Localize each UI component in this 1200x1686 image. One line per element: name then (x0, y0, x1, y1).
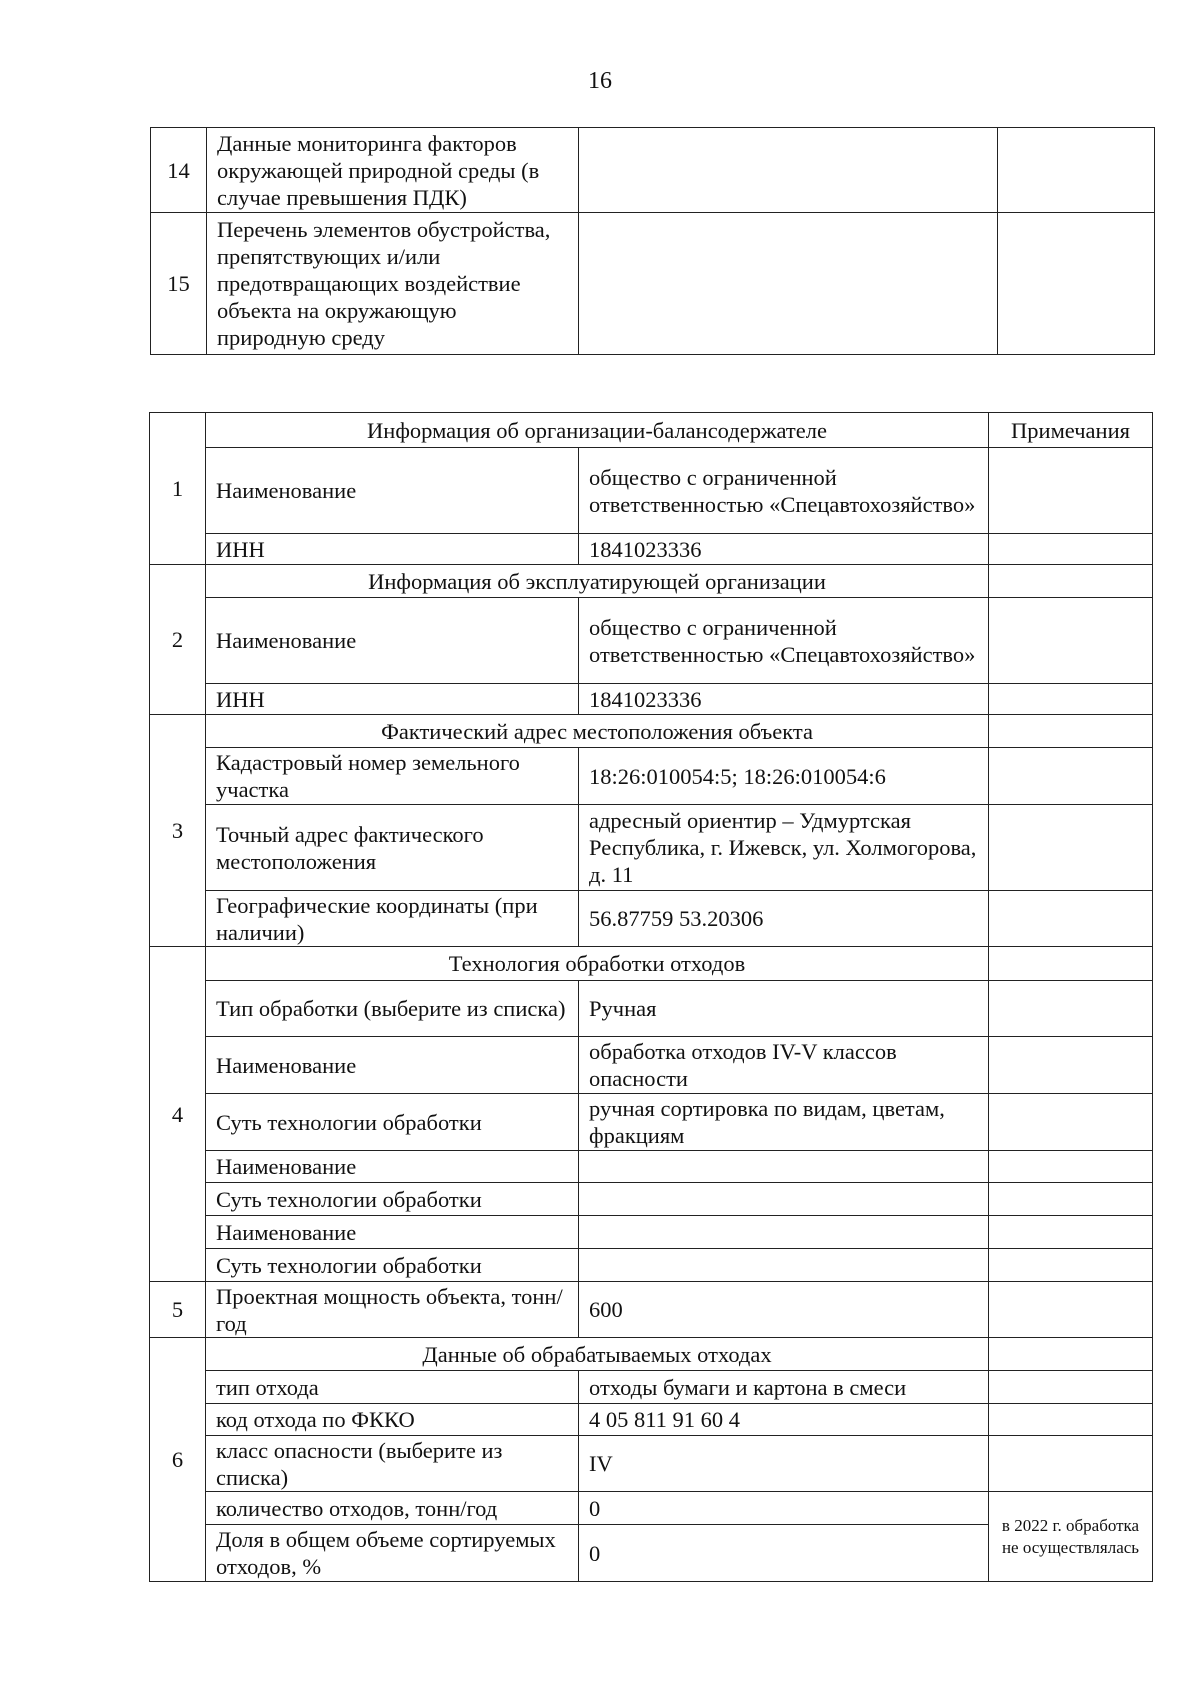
field-value: отходы бумаги и картона в смеси (579, 1371, 989, 1404)
section-number: 3 (150, 715, 206, 947)
table-row (150, 981, 1153, 1037)
note-cell (989, 805, 1153, 891)
note-cell (989, 715, 1153, 748)
note-cell (989, 1404, 1153, 1436)
table-row (150, 1436, 1153, 1492)
field-label: Точный адрес фактического местоположения (206, 805, 579, 891)
row-note (998, 128, 1155, 213)
note-cell (989, 1037, 1153, 1094)
field-label: Географические координаты (при наличии) (206, 891, 579, 947)
field-label: Наименование (206, 1037, 579, 1094)
field-label: Наименование (206, 1151, 579, 1183)
field-value: 56.87759 53.20306 (579, 891, 989, 947)
field-value: общество с ограниченной ответственностью «Спецавтохозяйство» (579, 448, 989, 534)
note-cell (989, 534, 1153, 565)
field-value: общество с ограниченной ответственностью «Спецавтохозяйство» (579, 598, 989, 684)
field-label: Наименование (206, 598, 579, 684)
table-row (150, 1492, 1153, 1525)
row-label: Перечень элементов обустройства, препятствующих и/или предотвращающих воздействие объекта на окружающую природную среду (207, 213, 579, 355)
field-label: код отхода по ФККО (206, 1404, 579, 1436)
section-number: 4 (150, 947, 206, 1282)
field-label: ИНН (206, 684, 579, 715)
table-row (150, 1371, 1153, 1404)
row-value (579, 213, 998, 355)
section-header: Информация об эксплуатирующей организации (206, 565, 989, 598)
table-row (151, 128, 1155, 213)
field-label: Кадастровый номер земельного участка (206, 748, 579, 805)
table-row (150, 684, 1153, 715)
field-label: Наименование (206, 448, 579, 534)
field-label: Наименование (206, 1216, 579, 1249)
field-label: Доля в общем объеме сортируемых отходов, % (206, 1525, 579, 1582)
field-label: Суть технологии обработки (206, 1249, 579, 1282)
field-value: ручная сортировка по видам, цветам, фракциям (579, 1094, 989, 1151)
table-row (150, 1094, 1153, 1151)
field-label: Суть технологии обработки (206, 1094, 579, 1151)
field-label: класс опасности (выберите из списка) (206, 1436, 579, 1492)
field-label: Тип обработки (выберите из списка) (206, 981, 579, 1037)
table-row (150, 1249, 1153, 1282)
section-header-row (150, 947, 1153, 981)
page-number: 16 (588, 68, 612, 94)
section-number: 5 (150, 1282, 206, 1338)
table-row (150, 805, 1153, 891)
field-value (579, 1183, 989, 1216)
table-row (150, 534, 1153, 565)
note-cell (989, 748, 1153, 805)
section-header: Фактический адрес местоположения объекта (206, 715, 989, 748)
row-label: Данные мониторинга факторов окружающей природной среды (в случае превышения ПДК) (207, 128, 579, 213)
note-cell (989, 891, 1153, 947)
section-number: 2 (150, 565, 206, 715)
monitoring-table (150, 127, 1155, 355)
row-number: 14 (151, 128, 207, 213)
row-value (579, 128, 998, 213)
section-header-row (150, 715, 1153, 748)
field-label: тип отхода (206, 1371, 579, 1404)
field-value (579, 1216, 989, 1249)
notes-header: Примечания (989, 413, 1153, 448)
note-cell (989, 1094, 1153, 1151)
field-value: 18:26:010054:5; 18:26:010054:6 (579, 748, 989, 805)
field-value: 0 (579, 1525, 989, 1582)
field-value: адресный ориентир – Удмуртская Республика, г. Ижевск, ул. Холмогорова, д. 11 (579, 805, 989, 891)
field-value: обработка отходов IV-V классов опасности (579, 1037, 989, 1094)
section-header: Технология обработки отходов (206, 947, 989, 981)
note-cell (989, 684, 1153, 715)
table-row (150, 1404, 1153, 1436)
section-header-row (150, 413, 1153, 448)
section-number: 1 (150, 413, 206, 565)
note-cell (989, 947, 1153, 981)
note-cell (989, 1371, 1153, 1404)
field-label: Суть технологии обработки (206, 1183, 579, 1216)
table-row (150, 598, 1153, 684)
table-row (150, 1216, 1153, 1249)
row-number: 15 (151, 213, 207, 355)
section-header-row (150, 1338, 1153, 1371)
note-cell (989, 1151, 1153, 1183)
field-value: 0 (579, 1492, 989, 1525)
field-label: Проектная мощность объекта, тонн/год (206, 1282, 579, 1338)
section-header-row (150, 565, 1153, 598)
field-value: 1841023336 (579, 534, 989, 565)
field-value: 4 05 811 91 60 4 (579, 1404, 989, 1436)
field-label: ИНН (206, 534, 579, 565)
note-cell: в 2022 г. обработка не осуществлялась (989, 1492, 1153, 1582)
table-row (150, 1037, 1153, 1094)
field-label: количество отходов, тонн/год (206, 1492, 579, 1525)
note-cell (989, 1249, 1153, 1282)
table-row (151, 213, 1155, 355)
field-value: Ручная (579, 981, 989, 1037)
note-cell (989, 565, 1153, 598)
note-cell (989, 1183, 1153, 1216)
field-value (579, 1249, 989, 1282)
field-value (579, 1151, 989, 1183)
note-cell (989, 1282, 1153, 1338)
table-row (150, 891, 1153, 947)
row-note (998, 213, 1155, 355)
field-value: 600 (579, 1282, 989, 1338)
table-row (150, 448, 1153, 534)
note-cell (989, 1338, 1153, 1371)
note-cell (989, 1436, 1153, 1492)
note-cell (989, 598, 1153, 684)
section-number: 6 (150, 1338, 206, 1582)
table-row (150, 1183, 1153, 1216)
section-header: Данные об обрабатываемых отходах (206, 1338, 989, 1371)
field-value: IV (579, 1436, 989, 1492)
note-cell (989, 981, 1153, 1037)
table-row (150, 1282, 1153, 1338)
table-row (150, 748, 1153, 805)
note-cell (989, 448, 1153, 534)
field-value: 1841023336 (579, 684, 989, 715)
note-cell (989, 1216, 1153, 1249)
object-info-table (149, 412, 1153, 1582)
section-header: Информация об организации-балансодержателе (206, 413, 989, 448)
table-row (150, 1151, 1153, 1183)
